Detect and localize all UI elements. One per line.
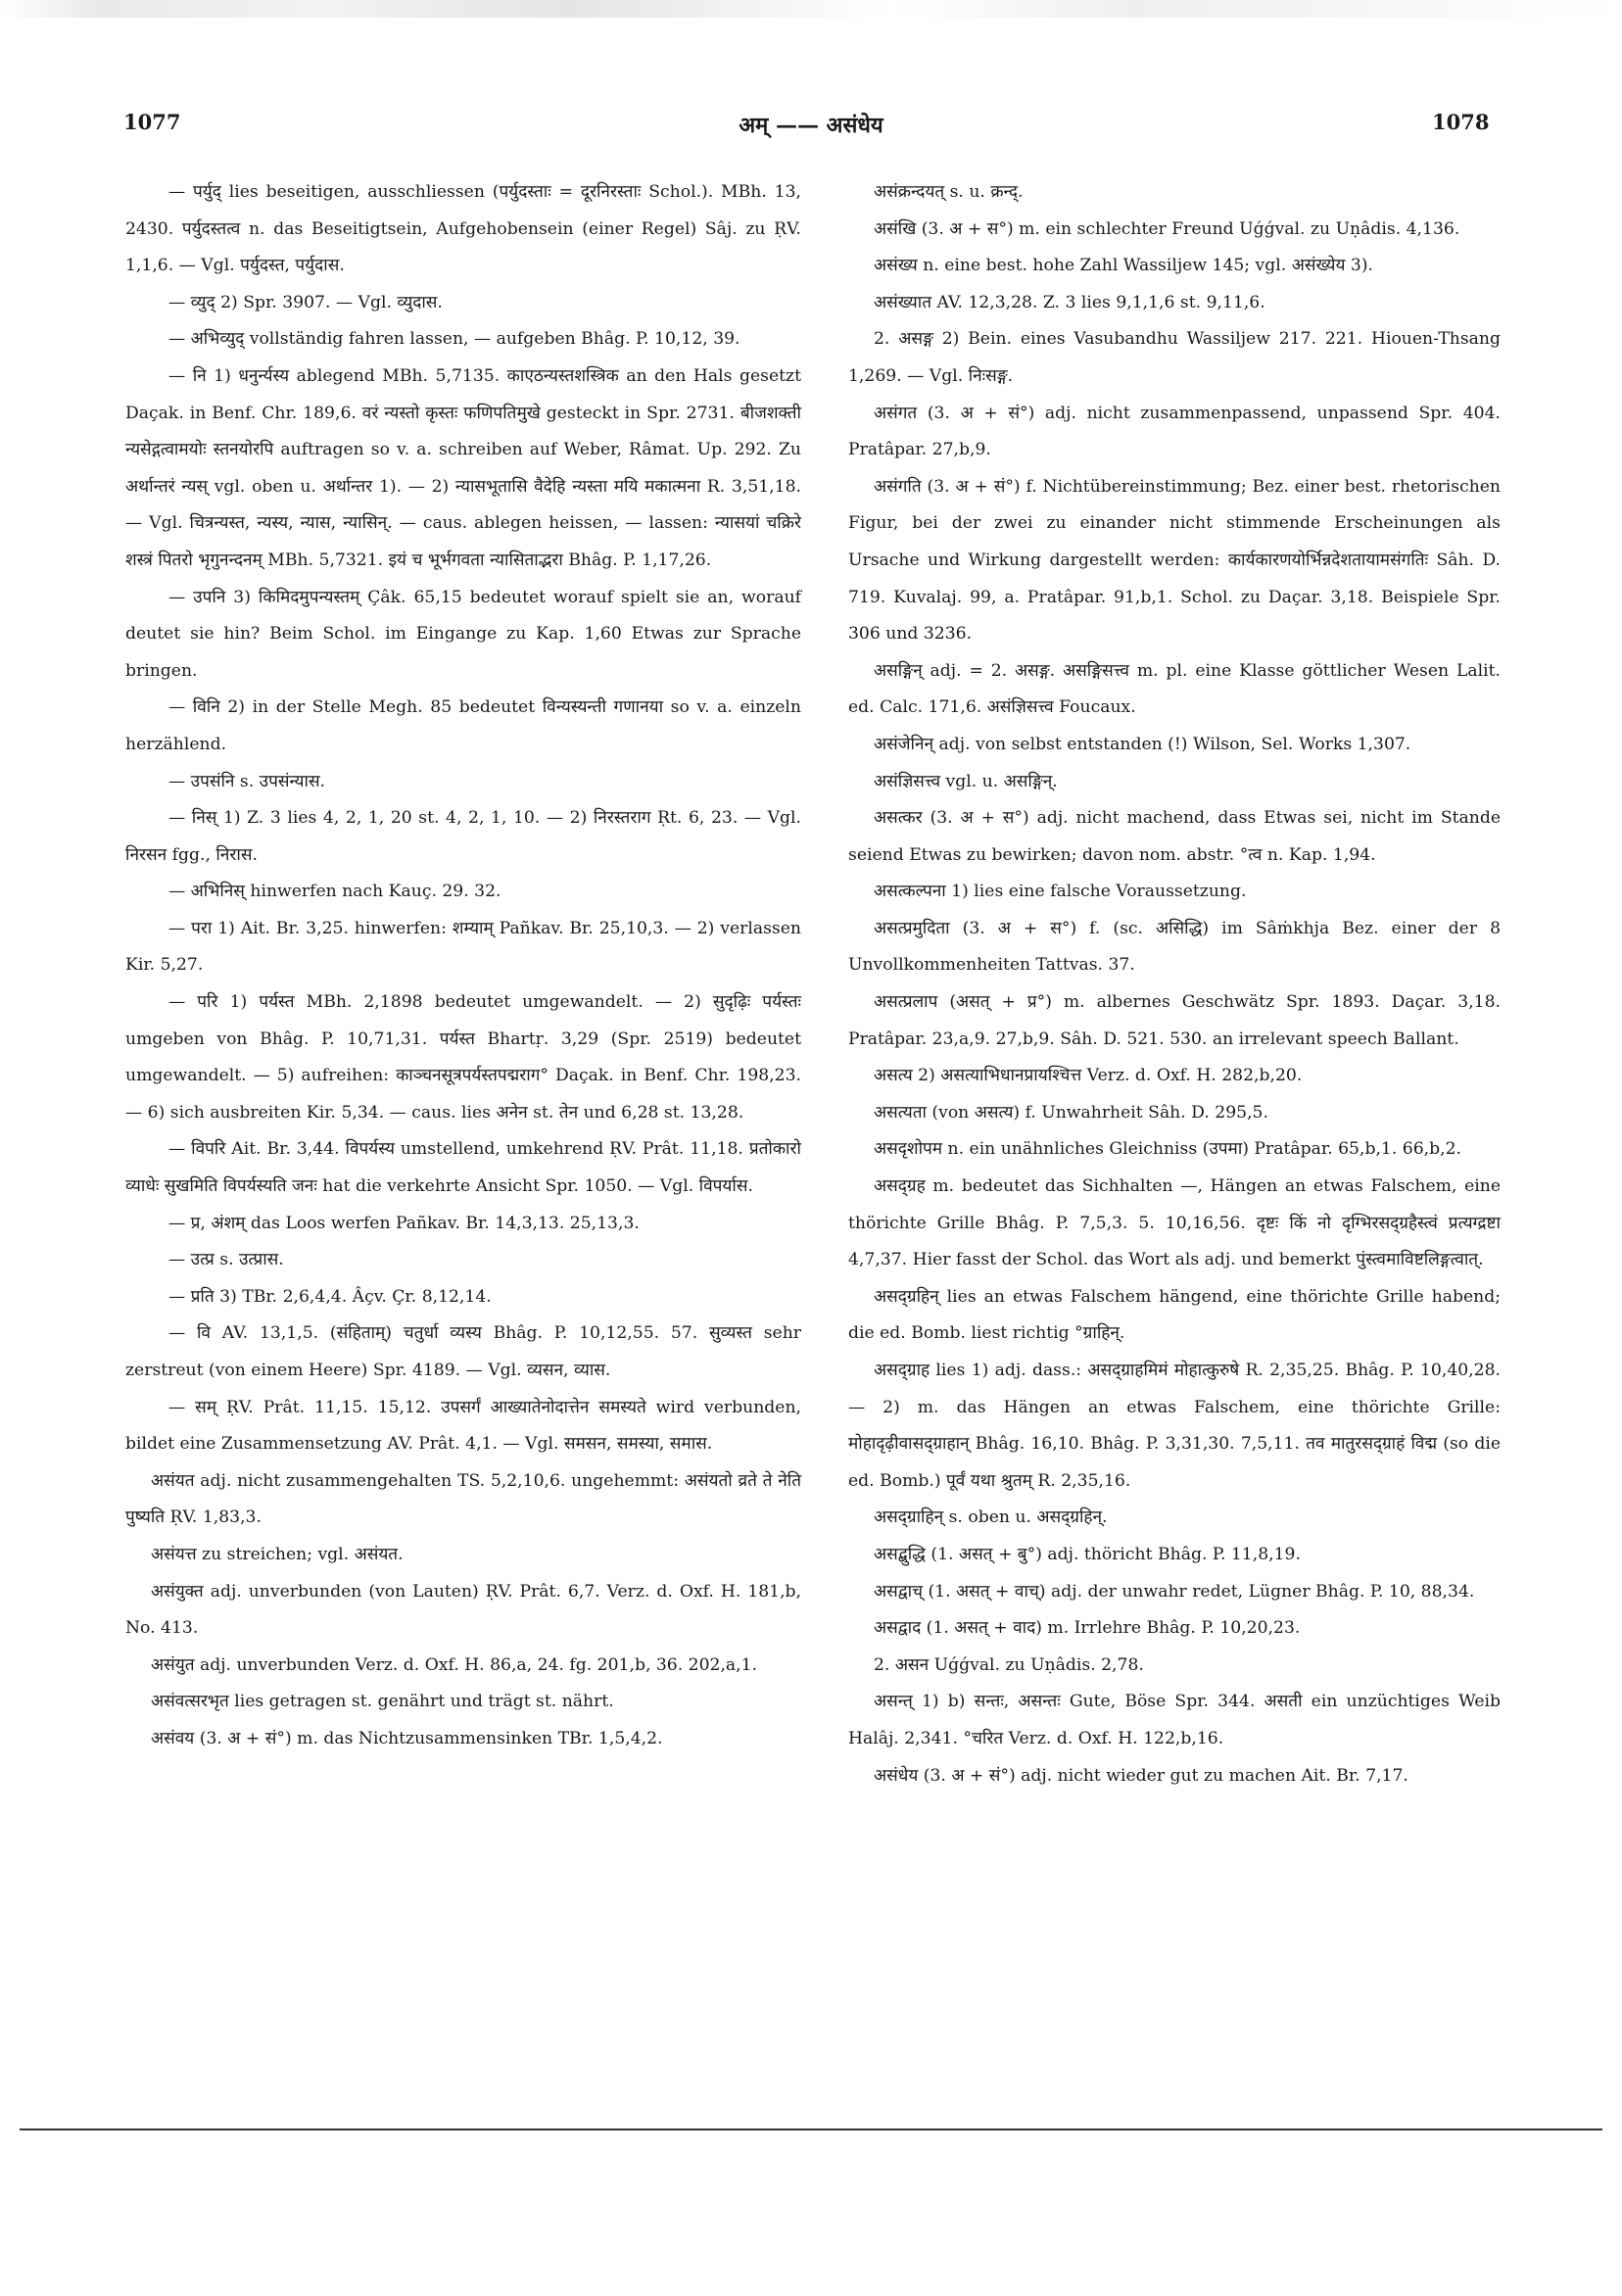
entry: असद्वाच् (1. असत् + वाच्) adj. der unwahr redet, Lügner Bhâg. P. 10, 88,34. bbox=[874, 1581, 1475, 1602]
entry: असंयत adj. nicht zusammengehalten TS. 5,2,10,6. ungehemmt: असंयतो व्रते ते नेति पुष्यति ṚV. 1,83,3. bbox=[125, 1470, 801, 1528]
entry: — प्र, अंशम् das Loos werfen Pañkav. Br. 14,3,13. 25,13,3. bbox=[168, 1213, 640, 1233]
entry: — प्रति 3) TBr. 2,6,4,4. Âçv. Çr. 8,12,14. bbox=[168, 1286, 492, 1307]
entry: — वि AV. 13,1,5. (संहिताम्) चतुर्धा व्यस्य Bhâg. P. 10,12,55. 57. सुव्यस्त sehr zerstreut (von einem Heere) Spr. 4189. — Vgl. व्यसन, व्यास. bbox=[125, 1323, 801, 1380]
entry: असंवत्सरभृत lies getragen st. genährt und trägt st. nährt. bbox=[151, 1692, 614, 1712]
entry: — उपसंनि s. उपसंन्यास. bbox=[168, 771, 326, 791]
entry: असंगति (3. अ + सं°) f. Nichtübereinstimmung; Bez. einer best. rhetorischen Figur, bei der zwei zu einander nicht stimmende Erscheinungen als Ursache und Wirkung dargestellt werden: कार्यकारणयोर्भिन्नदेशतायामसंगतिः Sâh. D. 719. Kuvalaj. 99, a. Pratâpar. 91,b,1. Schol. zu Daçar. 3,18. Beispiele Spr. 306 und 3236. bbox=[848, 476, 1501, 645]
entry: — उपनि 3) किमिदमुपन्यस्तम् Çâk. 65,15 bedeutet worauf spielt sie an, worauf deutet sie hin? Beim Schol. im Eingange zu Kap. 1,60 Etwas zur Sprache bringen. bbox=[125, 587, 801, 681]
entry: असंयुत adj. unverbunden Verz. d. Oxf. H. 86,a, 24. fg. 201,b, 36. 202,a,1. bbox=[151, 1654, 758, 1675]
entry: असंयुक्त adj. unverbunden (von Lauten) ṚV. Prât. 6,7. Verz. d. Oxf. H. 181,b, No. 413. bbox=[125, 1581, 801, 1639]
entry: असंक्रन्दयत् s. u. क्रन्द्. bbox=[874, 182, 1024, 202]
entry: असद्वाद (1. असत् + वाद) m. Irrlehre Bhâg. P. 10,20,23. bbox=[874, 1618, 1301, 1639]
entry: — पर्युद् lies beseitigen, ausschliessen (पर्युदस्ताः = दूरनिरस्ताः Schol.). MBh. 13, 2430. पर्युदस्तत्व n. das Beseitigtsein, Aufgehobensein (einer Regel) Sâj. zu ṚV. 1,1,6. — Vgl. पर्युदस्त, पर्युदास. bbox=[125, 182, 801, 276]
entry: — सम् ṚV. Prât. 11,15. 15,12. उपसर्गं आख्यातेनोदात्तेन समस्यते wird verbunden, bildet eine Zusammensetzung AV. Prât. 4,1. — Vgl. समसन, समस्या, समास. bbox=[125, 1397, 801, 1455]
entry: असत्कर (3. अ + स°) adj. nicht machend, dass Etwas sei, nicht im Stande seiend Etwas zu bewirken; davon nom. abstr. °त्व n. Kap. 1,94. bbox=[848, 808, 1501, 865]
entry: असद्ग्रहिन् lies an etwas Falschem hängend, eine thörichte Grille habend; die ed. Bomb. liest richtig °ग्राहिन्. bbox=[848, 1286, 1501, 1344]
entry: असंधेय (3. अ + सं°) adj. nicht wieder gut zu machen Ait. Br. 7,17. bbox=[874, 1765, 1408, 1786]
entry: असद्ग्राहिन् s. oben u. असद्ग्रहिन्. bbox=[874, 1507, 1108, 1528]
scan-edge-artifact bbox=[0, 0, 1622, 18]
entry: — नि 1) धनुर्न्यस्य ablegend MBh. 5,7135. काएठन्यस्तशस्त्रिक an den Hals gesetzt Daçak. in Benf. Chr. 189,6. वरं न्यस्तो कृस्तः फणिपतिमुखे gesteckt in Spr. 2731. बीजशक्ती न्यसेद्गत्वामयोः स्तनयोरपि auftragen so v. a. schreiben auf Weber, Râmat. Up. 292. Zu अर्थान्तरं न्यस् vgl. oben u. अर्थान्तर 1). — 2) न्यासभूतासि वैदेहि न्यस्ता मयि मकात्मना R. 3,51,18. — Vgl. चित्रन्यस्त, न्यस्य, न्यास, न्यासिन्. — caus. ablegen heissen, — lassen: न्यासयां चक्रिरे शस्त्रं पितरो भृगुनन्दनम् MBh. 5,7321. इयं च भूर्भगवता न्यासिताद्भरा Bhâg. P. 1,17,26. bbox=[125, 365, 801, 570]
right-column bbox=[848, 174, 1501, 1794]
left-column bbox=[125, 174, 801, 1758]
page-number-left: 1077 bbox=[123, 110, 181, 134]
bottom-rule bbox=[20, 2129, 1602, 2130]
entry: असद्बुद्धि (1. असत् + बु°) adj. thöricht Bhâg. P. 11,8,19. bbox=[874, 1544, 1301, 1564]
entry: असत्कल्पना 1) lies eine falsche Voraussetzung. bbox=[874, 882, 1247, 902]
page-number-right: 1078 bbox=[1432, 110, 1490, 134]
entry: असंख्यात AV. 12,3,28. Z. 3 lies 9,1,1,6 st. 9,11,6. bbox=[874, 292, 1265, 312]
entry: असद्ग्रह m. bedeutet das Sichhalten —, Hängen an etwas Falschem, eine thörichte Grille Bhâg. P. 7,5,3. 5. 10,16,56. दृष्टः किं नो दृग्भिरसद्ग्रहैस्त्वं प्रत्यग्द्रष्टा 4,7,37. Hier fasst der Schol. das Wort als adj. und bemerkt पुंस्त्वमाविष्टलिङ्गत्वात्. bbox=[848, 1176, 1501, 1270]
entry: असत्यता (von असत्य) f. Unwahrheit Sâh. D. 295,5. bbox=[874, 1102, 1268, 1123]
entry: — विनि 2) in der Stelle Megh. 85 bedeutet विन्यस्यन्ती गणानया so v. a. einzeln herzählend. bbox=[125, 697, 801, 754]
entry: — उत्प्र s. उत्प्रास. bbox=[168, 1250, 284, 1270]
running-title: अम् —— असंधेय bbox=[739, 113, 883, 138]
entry: असंखि (3. अ + स°) m. ein schlechter Freund Uǵǵval. zu Uṇâdis. 4,136. bbox=[874, 218, 1460, 239]
entry: असंयत्त zu streichen; vgl. असंयत. bbox=[151, 1544, 404, 1564]
entry: 2. असङ्ग 2) Bein. eines Vasubandhu Wassiljew 217. 221. Hiouen-Thsang 1,269. — Vgl. निःसङ्ग. bbox=[848, 329, 1501, 386]
entry: असन्त् 1) b) सन्तः, असन्तः Gute, Böse Spr. 344. असती ein unzüchtiges Weib Halâj. 2,341. °चरित Verz. d. Oxf. H. 122,b,16. bbox=[848, 1692, 1501, 1748]
entry: — विपरि Ait. Br. 3,44. विपर्यस्य umstellend, umkehrend ṚV. Prât. 11,18. प्रतोकारो व्याधेः सुखमिति विपर्यस्यति जनः hat die verkehrte Ansicht Spr. 1050. — Vgl. विपर्यास. bbox=[125, 1139, 801, 1197]
entry: असंजेनिन् adj. von selbst entstanden (!) Wilson, Sel. Works 1,307. bbox=[874, 734, 1411, 754]
page-header bbox=[0, 110, 1622, 149]
entry: असत्प्रमुदिता (3. अ + स°) f. (sc. असिद्धि) im Sâṁkhja Bez. einer der 8 Unvollkommenheiten Tattvas. 37. bbox=[848, 918, 1501, 976]
entry: — व्युद् 2) Spr. 3907. — Vgl. व्युदास. bbox=[168, 292, 443, 312]
entry: — निस् 1) Z. 3 lies 4, 2, 1, 20 st. 4, 2, 1, 10. — 2) निरस्तराग Ṛt. 6, 23. — Vgl. निरसन fgg., निरास. bbox=[125, 808, 801, 865]
entry: असंज्ञिसत्त्व vgl. u. असङ्गिन्. bbox=[874, 771, 1058, 791]
entry: — अभिनिस् hinwerfen nach Kauç. 29. 32. bbox=[168, 882, 501, 902]
entry: असंवय (3. अ + सं°) m. das Nichtzusammensinken TBr. 1,5,4,2. bbox=[151, 1728, 663, 1748]
entry: — अभिव्युद् vollständig fahren lassen, — aufgeben Bhâg. P. 10,12, 39. bbox=[168, 329, 740, 350]
entry: असदृशोपम n. ein unähnliches Gleichniss (उपमा) Pratâpar. 65,b,1. 66,b,2. bbox=[874, 1139, 1461, 1160]
entry: असद्ग्राह lies 1) adj. dass.: असद्ग्राहमिमं मोहात्कुरुषे R. 2,35,25. Bhâg. P. 10,40,28. — 2) m. das Hängen an etwas Falschem, eine thörichte Grille: मोहादृढ़ीवासद्ग्राहान् Bhâg. 16,10. Bhâg. P. 3,31,30. 7,5,11. तव मातुरसद्ग्राहं विद्म (so die ed. Bomb.) पूर्वं यथा श्रुतम् R. 2,35,16. bbox=[848, 1361, 1501, 1491]
entry: 2. असन Uǵǵval. zu Uṇâdis. 2,78. bbox=[874, 1654, 1144, 1675]
entry: — परा 1) Ait. Br. 3,25. hinwerfen: शम्याम् Pañkav. Br. 25,10,3. — 2) verlassen Kir. 5,27. bbox=[125, 918, 801, 976]
entry: असङ्गिन् adj. = 2. असङ्ग. असङ्गिसत्त्व m. pl. eine Klasse göttlicher Wesen Lalit. ed. Calc. 171,6. असंज्ञिसत्त्व Foucaux. bbox=[848, 660, 1501, 718]
entry: असत्प्रलाप (असत् + प्र°) m. albernes Geschwätz Spr. 1893. Daçar. 3,18. Pratâpar. 23,a,9. 27,b,9. Sâh. D. 521. 530. an irrelevant speech Ballant. bbox=[848, 992, 1501, 1049]
entry: — परि 1) पर्यस्त MBh. 2,1898 bedeutet umgewandelt. — 2) सुदृढ़िः पर्यस्तः umgeben von Bhâg. P. 10,71,31. पर्यस्त Bhartṛ. 3,29 (Spr. 2519) bedeutet umgewandelt. — 5) aufreihen: काञ्चनसूत्रपर्यस्तपद्मराग° Daçak. in Benf. Chr. 198,23. — 6) sich ausbreiten Kir. 5,34. — caus. lies अनेन st. तेन und 6,28 st. 13,28. bbox=[125, 992, 801, 1123]
entry: असंख्य n. eine best. hohe Zahl Wassiljew 145; vgl. असंख्येय 3). bbox=[874, 256, 1374, 276]
entry: असत्य 2) असत्याभिधानप्रायश्चित्त Verz. d. Oxf. H. 282,b,20. bbox=[874, 1066, 1303, 1086]
entry: असंगत (3. अ + सं°) adj. nicht zusammenpassend, unpassend Spr. 404. Pratâpar. 27,b,9. bbox=[848, 403, 1501, 460]
